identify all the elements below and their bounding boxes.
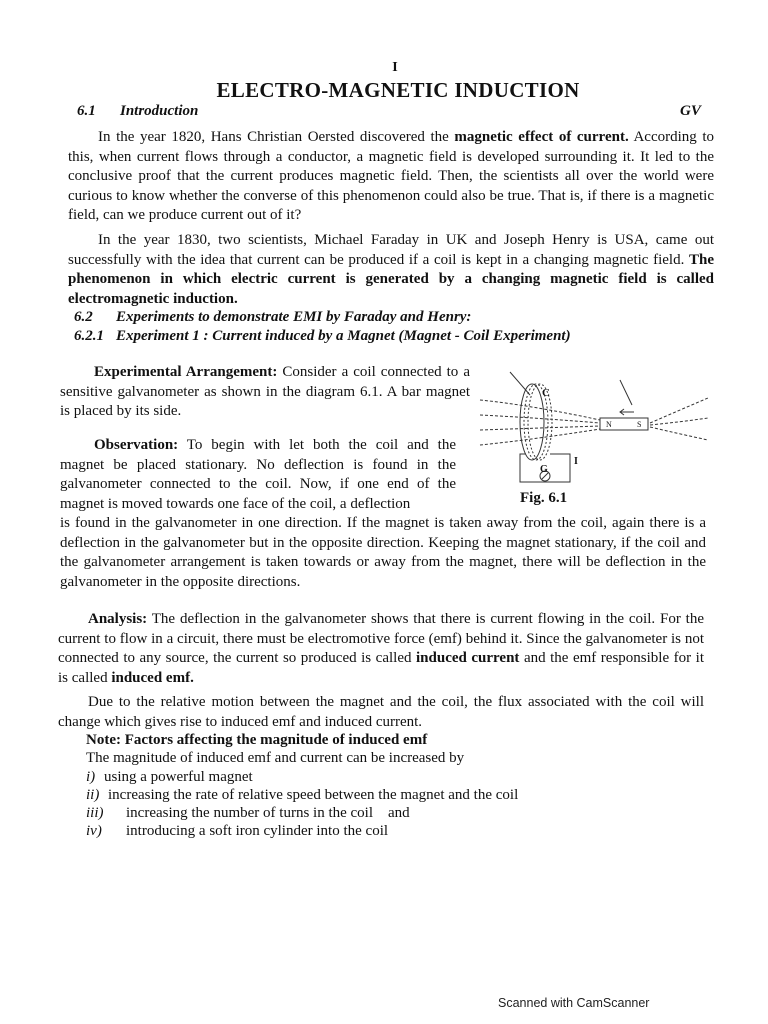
- south-pole-label: S: [637, 420, 642, 429]
- chapter-title: ELECTRO-MAGNETIC INDUCTION: [216, 78, 580, 102]
- coil-ring-outer: [520, 384, 544, 460]
- section-6-2-1-heading: 6.2.1 Experiment 1 : Current induced by a Magnet (Magnet - Coil Experiment): [74, 328, 571, 344]
- intro-paragraph-2: In the year 1830, two scientists, Michael Faraday in UK and Joseph Henry is USA, came out successfully with the idea that current can be produced if a coil is kept in a changing magnetic field. The phenomenon in which electric current is generated by a changing magnetic field is called electromagnetic induction.: [68, 232, 714, 307]
- arrangement-paragraph: Experimental Arrangement: Consider a coil connected to a sensitive galvanometer as shown in the diagram 6.1. A bar magnet is placed by its side.: [60, 364, 471, 419]
- relative-motion-paragraph: Due to the relative motion between the magnet and the coil, the flux associated with the coil will change which gives rise to induced emf and induced current.: [58, 694, 704, 730]
- section-6-2-heading: 6.2 Experiments to demonstrate EMI by Faraday and Henry:: [74, 309, 472, 325]
- author-initials: GV: [680, 103, 701, 119]
- note-intro: The magnitude of induced emf and current can be increased by: [86, 750, 465, 766]
- current-label: I: [574, 456, 578, 467]
- list-item: ii) increasing the rate of relative speed between the magnet and the coil: [86, 787, 519, 803]
- note-heading: Note: Factors affecting the magnitude of induced emf: [86, 732, 428, 748]
- coil-label: C: [542, 387, 550, 399]
- section-number: 6.1: [77, 103, 96, 119]
- figure-caption: Fig. 6.1: [520, 490, 568, 506]
- observation-continued: is found in the galvanometer in one direction. If the magnet is taken away from the coil, again there is a deflection in the galvanometer but in the opposite direction. Keeping the magnet stationary, if the coil and the galvanometer arrangement is taken towards or away from the magnet, there will be deflection in the galvanometer in the opposite directions.: [60, 515, 706, 590]
- page-number: I: [392, 60, 398, 75]
- galvanometer-label: G: [540, 464, 548, 475]
- scanner-watermark: Scanned with CamScanner: [498, 996, 650, 1010]
- analysis-paragraph: Analysis: The deflection in the galvanometer shows that there is current flowing in the coil. For the current to flow in a circuit, there must be electromotive force (emf) behind it. Since the galvanometer is not connected to any source, the current so produced is called induced current and the emf responsible for it is called induced emf.: [58, 611, 704, 686]
- section-title: Introduction: [120, 103, 199, 119]
- figure-6-1-diagram: [470, 360, 710, 490]
- list-item: i) using a powerful magnet: [86, 769, 253, 785]
- list-item: iii) increasing the number of turns in the coil and: [86, 805, 410, 821]
- intro-paragraph-1: In the year 1820, Hans Christian Oersted discovered the magnetic effect of current. According to this, when current flows through a conductor, a magnetic field is developed surrounding it. It led to the conclusive proof that the current produces magnetic field. Then, the scientists all over the world were curious to know whether the converse of this phenomenon could also be true. That is, if there is a magnetic field, can we produce current out of it?: [68, 129, 715, 223]
- north-pole-label: N: [606, 420, 612, 429]
- observation-paragraph: Observation: To begin with let both the coil and the magnet be placed stationary. No deflection is found in the galvanometer connected to the coil. Now, if one end of the magnet is moved towards one face of the coil, a deflection: [60, 437, 456, 512]
- list-item: iv) introducing a soft iron cylinder into the coil: [86, 823, 389, 839]
